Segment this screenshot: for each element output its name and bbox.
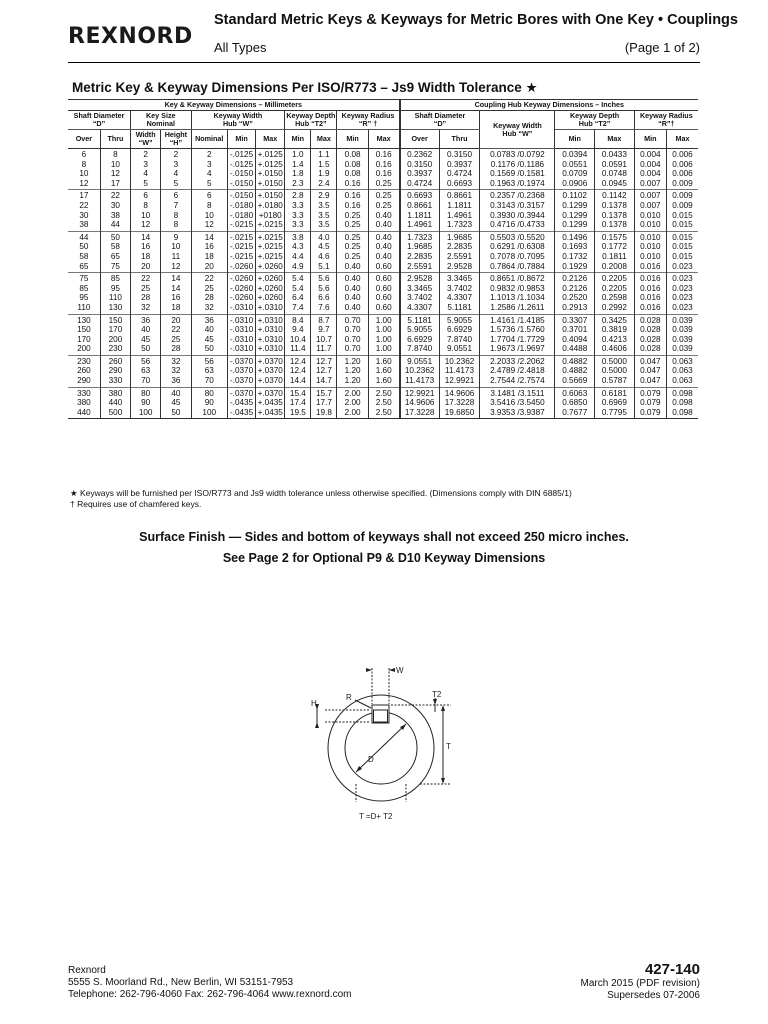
- surface-finish-note: Surface Finish — Sides and bottom of keyways shall not exceed 250 micro inches.: [139, 530, 629, 544]
- keyway-dimensions-table: [68, 99, 698, 419]
- table-row-group: [68, 314, 698, 355]
- table-cell: 1.20 1.20 1.20: [337, 355, 368, 387]
- label-d: D: [368, 755, 374, 764]
- table-cell: 6 8 10 12: [131, 190, 161, 231]
- table-cell: 2.2033 /2.2062 2.4789 /2.4818 2.7544 /2.7574: [480, 355, 555, 387]
- table-cell: 12.7 12.7 14.7: [311, 355, 337, 387]
- table-cell: 0.009 0.009 0.015 0.015: [667, 190, 699, 231]
- table-cell: 0.006 0.006 0.006 0.009: [672, 150, 693, 188]
- subheader-cell: Max: [595, 130, 635, 149]
- subheader-cell: Thru: [100, 130, 130, 149]
- table-cell: 14 16 18 20: [131, 231, 161, 272]
- table-cell: 0.2205 0.2205 0.2598 0.2992: [595, 273, 635, 314]
- table-cell: 9 10 11 12: [161, 231, 191, 272]
- table-cell: 0.0394 0.0551 0.0709 0.0906: [555, 149, 595, 190]
- table-cell: 130 150 170 200: [68, 314, 100, 355]
- subheader-cell: Nominal: [191, 130, 227, 149]
- rexnord-logo: REXNORD: [68, 24, 193, 49]
- table-cell: 1.0 1.4 1.8 2.3: [285, 149, 311, 190]
- page-indicator: (Page 1 of 2): [624, 40, 700, 55]
- table-cell: 0.1102 0.1299 0.1299 0.1299: [555, 190, 595, 231]
- table-cell: 2 3 4 5: [191, 149, 227, 190]
- table-cell: 5.4 5.4 6.4 7.4: [285, 273, 311, 314]
- table-cell: 2.8 3.3 3.3 3.3: [285, 190, 311, 231]
- table-cell: 22 30 38 44: [100, 190, 130, 231]
- table-cell: -.0370 -.0370 -.0370: [228, 355, 256, 387]
- subheader-cell: Thru: [439, 130, 480, 149]
- table-cell: 0.70 0.70 0.70 0.70: [337, 314, 368, 355]
- col-keyway-width-in: Keyway Width Hub “W”: [480, 111, 555, 149]
- table-body: [68, 149, 698, 419]
- table-cell: 4.0 4.5 4.6 5.1: [311, 231, 337, 272]
- table-cell: 0.40 0.40 0.40 0.40: [337, 273, 368, 314]
- table-cell: 0.16 0.16 0.25 0.25: [337, 190, 368, 231]
- table-row-group: [68, 273, 698, 314]
- subheader-cell: Max: [667, 130, 699, 149]
- table-cell: -.0310 -.0310 -.0310 -.0310: [228, 314, 256, 355]
- subheader-cell: Min: [555, 130, 595, 149]
- table-cell: 0.25 0.25 0.40 0.40: [368, 190, 399, 231]
- table-cell: 5.6 5.6 6.6 7.6: [311, 273, 337, 314]
- table-cell: 0.8661 1.1811 1.4961 1.7323: [439, 190, 480, 231]
- table-cell: 85 95 110 130: [100, 273, 130, 314]
- table-cell: -.0260 -.0260 -.0260 -.0310: [228, 273, 256, 314]
- table-cell: 2 3 4 5: [161, 149, 191, 190]
- table-cell: 0.015 0.015 0.015 0.023: [667, 231, 699, 272]
- table-cell: 8 10 12 17: [100, 149, 130, 190]
- table-cell: 0.6693 0.8661 1.1811 1.4961: [400, 190, 440, 231]
- table-cell: 380 440 500: [100, 387, 130, 419]
- header-divider: [68, 62, 700, 63]
- table-cell: 10.2362 11.4173 12.9921: [439, 355, 480, 387]
- subheader-cell: Min: [634, 130, 666, 149]
- table-cell: 6 7 8 8: [161, 190, 191, 231]
- label-formula: T =D+ T2: [359, 812, 393, 821]
- table-cell: 0.1575 0.1772 0.1811 0.2008: [595, 231, 635, 272]
- table-cell: 44 50 58 65: [68, 231, 100, 272]
- subheader-cell: Max: [256, 130, 285, 149]
- table-cell: 0.028 0.028 0.028 0.028: [634, 314, 666, 355]
- table-cell: 0.047 0.047 0.047: [634, 355, 666, 387]
- table-cell: 0.0783 /0.0792 0.1176 /0.1186 0.1569 /0.1581 0.1963 /0.1974: [480, 149, 555, 190]
- table-cell: -.0125 -.0125 -.0150 -.0150: [228, 149, 256, 190]
- t-arrow-top: [441, 705, 445, 711]
- table-cell: 0.098 0.098 0.098: [667, 387, 699, 419]
- table-cell: 0.60 0.60 0.60 0.60: [368, 273, 399, 314]
- table-cell: 0.5503 /0.5520 0.6291 /0.6308 0.7078 /0.7095 0.7864 /0.7884: [480, 231, 555, 272]
- table-cell: +.0150 +.0180 +0180 +.0215: [256, 190, 285, 231]
- table-cell: 15.4 17.4 19.5: [285, 387, 311, 419]
- page-subtitle: All Types: [214, 40, 267, 55]
- label-t2: T2: [432, 690, 442, 699]
- table-cell: 22 25 28 32: [131, 273, 161, 314]
- footer-docinfo: [581, 961, 700, 1002]
- table-cell: 0.063 0.063 0.063: [667, 355, 699, 387]
- col-keyway-depth-in: Keyway Depth Hub “T2”: [555, 111, 634, 130]
- table-cell: 0.010 0.010 0.010 0.016: [634, 231, 666, 272]
- table-cell: 56 63 70: [191, 355, 227, 387]
- table-cell: 0.2357 /0.2368 0.3143 /0.3157 0.3930 /0.3944 0.4716 /0.4733: [480, 190, 555, 231]
- width-arrow-left: [366, 668, 372, 672]
- table-cell: 1.1 1.5 1.9 2.4: [311, 149, 337, 190]
- table-cell: 0.039 0.039 0.039 0.039: [667, 314, 699, 355]
- col-keyway-depth-mm: Keyway Depth Hub “T2”: [286, 111, 336, 128]
- t2-arrow: [433, 699, 437, 705]
- table-cell: -.0215 -.0215 -.0215 -.0260: [228, 231, 256, 272]
- label-r: R: [346, 693, 352, 702]
- table-cell: +.0310 +.0310 +.0310 +.0310: [256, 314, 285, 355]
- table-cell: 0.007 0.007 0.010 0.010: [634, 190, 666, 231]
- table-cell: 0.5000 0.5000 0.5787: [595, 355, 635, 387]
- table-cell: 0.6181 0.6969 0.7795: [595, 387, 635, 419]
- table-cell: 12.4 12.4 14.4: [285, 355, 311, 387]
- table-cell: 22 25 28 32: [191, 273, 227, 314]
- table-cell: 260 290 330: [100, 355, 130, 387]
- table-cell: 75 85 95 110: [68, 273, 100, 314]
- table-cell: 1.4161 /1.4185 1.5736 /1.5760 1.7704 /1.7729 1.9673 /1.9697: [480, 314, 555, 355]
- table-cell: +.0370 +.0435 +.0435: [256, 387, 285, 419]
- table-cell: 0.023 0.023 0.023 0.023: [667, 273, 699, 314]
- page-title: Standard Metric Keys & Keyways for Metric Bores with One Key • Couplings: [214, 12, 738, 28]
- table-cell: 0.016 0.016 0.016 0.016: [634, 273, 666, 314]
- subheader-cell: Min: [228, 130, 256, 149]
- table-cell: 17 22 30 38: [68, 190, 100, 231]
- table-cell: 0.3425 0.3819 0.4213 0.4606: [595, 314, 635, 355]
- table-cell: +.0215 +.0215 +.0215 +.0260: [256, 231, 285, 272]
- table-cell: 5.9055 6.6929 7.8740 9.0551: [439, 314, 480, 355]
- mm-group-header: Key & Keyway Dimensions – Millimeters: [68, 100, 400, 111]
- table-cell: 3.3465 3.7402 4.3307 5.1181: [439, 273, 480, 314]
- table-cell: -.0370 -.0435 -.0435: [228, 387, 256, 419]
- t-arrow-bottom: [441, 778, 445, 784]
- table-cell: 36 40 45 50: [131, 314, 161, 355]
- subheader-cell: Over: [400, 130, 440, 149]
- col-keyway-radius-mm: Keyway Radius “R” †: [337, 111, 400, 130]
- table-cell: 0.2126 0.2126 0.2520 0.2913: [555, 273, 595, 314]
- table-cell: 0.1496 0.1693 0.1732 0.1929: [555, 231, 595, 272]
- table-cell: +.0260 +.0260 +.0260 +.0310: [256, 273, 285, 314]
- table-cell: 0.3307 0.3701 0.4094 0.4488: [555, 314, 595, 355]
- table-cell: 32 32 36: [161, 355, 191, 387]
- table-cell: 2.50 2.50 2.50: [368, 387, 399, 419]
- table-cell: 0.079 0.079 0.079: [634, 387, 666, 419]
- keyway-slot: [372, 705, 389, 723]
- subheader-cell: Over: [68, 130, 100, 149]
- subheader-cell: Width “W”: [131, 130, 161, 149]
- footer-address: [68, 965, 352, 1001]
- footer-contact: Telephone: 262-796-4060 Fax: 262-796-4064 www.rexnord.com: [68, 989, 352, 1000]
- table-cell: +.0125 +.0125 +.0150 +.0150: [256, 149, 285, 190]
- table-cell: 40 45 50: [161, 387, 191, 419]
- subheader-cell: Max: [311, 130, 337, 149]
- col-shaft-diameter-in: Shaft Diameter “D”: [400, 111, 480, 130]
- table-cell: 1.9685 2.2835 2.5591 2.9528: [439, 231, 480, 272]
- footer-street: 5555 S. Moorland Rd., New Berlin, WI 53151-7953: [68, 977, 294, 988]
- height-arrow-bottom: [315, 722, 319, 728]
- table-cell: 0.4882 0.4882 0.5669: [555, 355, 595, 387]
- see-page-note: See Page 2 for Optional P9 & D10 Keyway Dimensions: [222, 551, 546, 565]
- table-cell: 2.9528 3.3465 3.7402 4.3307: [400, 273, 440, 314]
- table-cell: 14 14 16 18: [161, 273, 191, 314]
- table-cell: 0.3150 0.3937 0.4724 0.6693: [439, 149, 480, 190]
- table-row-group: [68, 190, 698, 231]
- table-cell: -.0150 -.0180 -.0180 -.0215: [228, 190, 256, 231]
- table-cell: +.0370 +.0370 +.0370: [256, 355, 285, 387]
- doc-date: March 2015 (PDF revision): [580, 978, 700, 989]
- table-cell: 330 380 440: [68, 387, 100, 419]
- table-cell: 0.08 0.08 0.08 0.16: [337, 149, 368, 190]
- width-arrow-right: [389, 668, 395, 672]
- table-cell: 56 63 70: [131, 355, 161, 387]
- table-cell: 2.00 2.00 2.00: [337, 387, 368, 419]
- subheader-cell: Min: [337, 130, 368, 149]
- table-cell: 0.40 0.40 0.40 0.60: [368, 231, 399, 272]
- table-cell: 80 90 100: [191, 387, 227, 419]
- col-key-size: Key Size Nominal: [131, 111, 191, 130]
- col-keyway-width-mm: Keyway Width Hub “W”: [191, 111, 285, 130]
- doc-number: 427-140: [644, 961, 700, 978]
- table-cell: 14.9606 17.3228 19.6850: [439, 387, 480, 419]
- table-cell: 36 40 45 50: [191, 314, 227, 355]
- subheader-cell: Min: [285, 130, 311, 149]
- table-cell: 2 3 4 5: [131, 149, 161, 190]
- table-cell: 0.16 0.16 0.16 0.25: [368, 149, 399, 190]
- table-cell: 230 260 290: [68, 355, 100, 387]
- label-w: W: [396, 666, 404, 675]
- table-cell: 8.4 9.4 10.4 11.4: [285, 314, 311, 355]
- table-cell: 50 58 65 75: [100, 231, 130, 272]
- subheader-row: [68, 130, 698, 149]
- table-cell: 1.7323 1.9685 2.2835 2.5591: [400, 231, 440, 272]
- table-cell: 0.2362 0.3150 0.3937 0.4724: [400, 149, 440, 190]
- table-cell: 0.8651 /0.8672 0.9832 /0.9853 1.1013 /1.1034 1.2586 /1.2611: [480, 273, 555, 314]
- col-shaft-diameter-mm: Shaft Diameter “D”: [68, 111, 131, 130]
- table-cell: 3.1481 /3.1511 3.5416 /3.5450 3.9353 /3.9387: [480, 387, 555, 419]
- table-cell: 6 8 10 12: [191, 190, 227, 231]
- table-cell: 9.0551 10.2362 11.4173: [400, 355, 440, 387]
- table-cell: 0.0433 0.0591 0.0748 0.0945: [595, 149, 635, 190]
- section-title: Metric Key & Keyway Dimensions Per ISO/R773 – Js9 Width Tolerance ★: [72, 80, 538, 95]
- col-keyway-radius-in: Keyway Radius “R”†: [634, 111, 698, 130]
- table-cell: 0.004 0.004 0.004 0.007: [634, 149, 666, 190]
- footnote-dagger: † Requires use of chamfered keys.: [70, 499, 202, 509]
- doc-supersedes: Supersedes 07-2006: [607, 990, 700, 1001]
- footer-company: Rexnord: [68, 965, 106, 976]
- table-cell: 8.7 9.7 10.7 11.7: [311, 314, 337, 355]
- subheader-cell: Max: [368, 130, 399, 149]
- table-cell: 20 22 25 28: [161, 314, 191, 355]
- label-h: H: [311, 699, 317, 708]
- table-cell: 1.00 1.00 1.00 1.00: [368, 314, 399, 355]
- table-cell: 0.6063 0.6850 0.7677: [555, 387, 595, 419]
- table-cell: 0.1142 0.1378 0.1378 0.1378: [595, 190, 635, 231]
- table-cell: 1.60 1.60 1.60: [368, 355, 399, 387]
- label-t: T: [446, 742, 451, 751]
- table-row-group: [68, 355, 698, 387]
- table-cell: 15.7 17.7 19.8: [311, 387, 337, 419]
- table-cell: 14 16 18 20: [191, 231, 227, 272]
- table-cell: 150 170 200 230: [100, 314, 130, 355]
- keyway-diagram: [295, 660, 475, 825]
- table-cell: 12.9921 14.9606 17.3228: [400, 387, 440, 419]
- table-cell: 2.9 3.5 3.5 3.5: [311, 190, 337, 231]
- diameter-dim-line: [356, 724, 406, 772]
- table-cell: 3.8 4.3 4.4 4.9: [285, 231, 311, 272]
- table-cell: 5.1181 5.9055 6.6929 7.8740: [400, 314, 440, 355]
- table-cell: 0.25 0.25 0.25 0.40: [337, 231, 368, 272]
- inch-group-header: Coupling Hub Keyway Dimensions – Inches: [400, 100, 698, 111]
- table-row-group: [68, 149, 698, 190]
- radius-leader: [355, 700, 371, 708]
- footnote-star: ★ Keyways will be furnished per ISO/R773 and Js9 width tolerance unless otherwise specified. (Dimensions comply with DIN 6885/1): [70, 488, 572, 498]
- subheader-cell: Height “H”: [161, 130, 191, 149]
- table-row-group: [68, 231, 698, 272]
- table-row-group: [68, 387, 698, 419]
- table-cell: 80 90 100: [131, 387, 161, 419]
- table-cell: 6 8 10 12: [68, 149, 100, 190]
